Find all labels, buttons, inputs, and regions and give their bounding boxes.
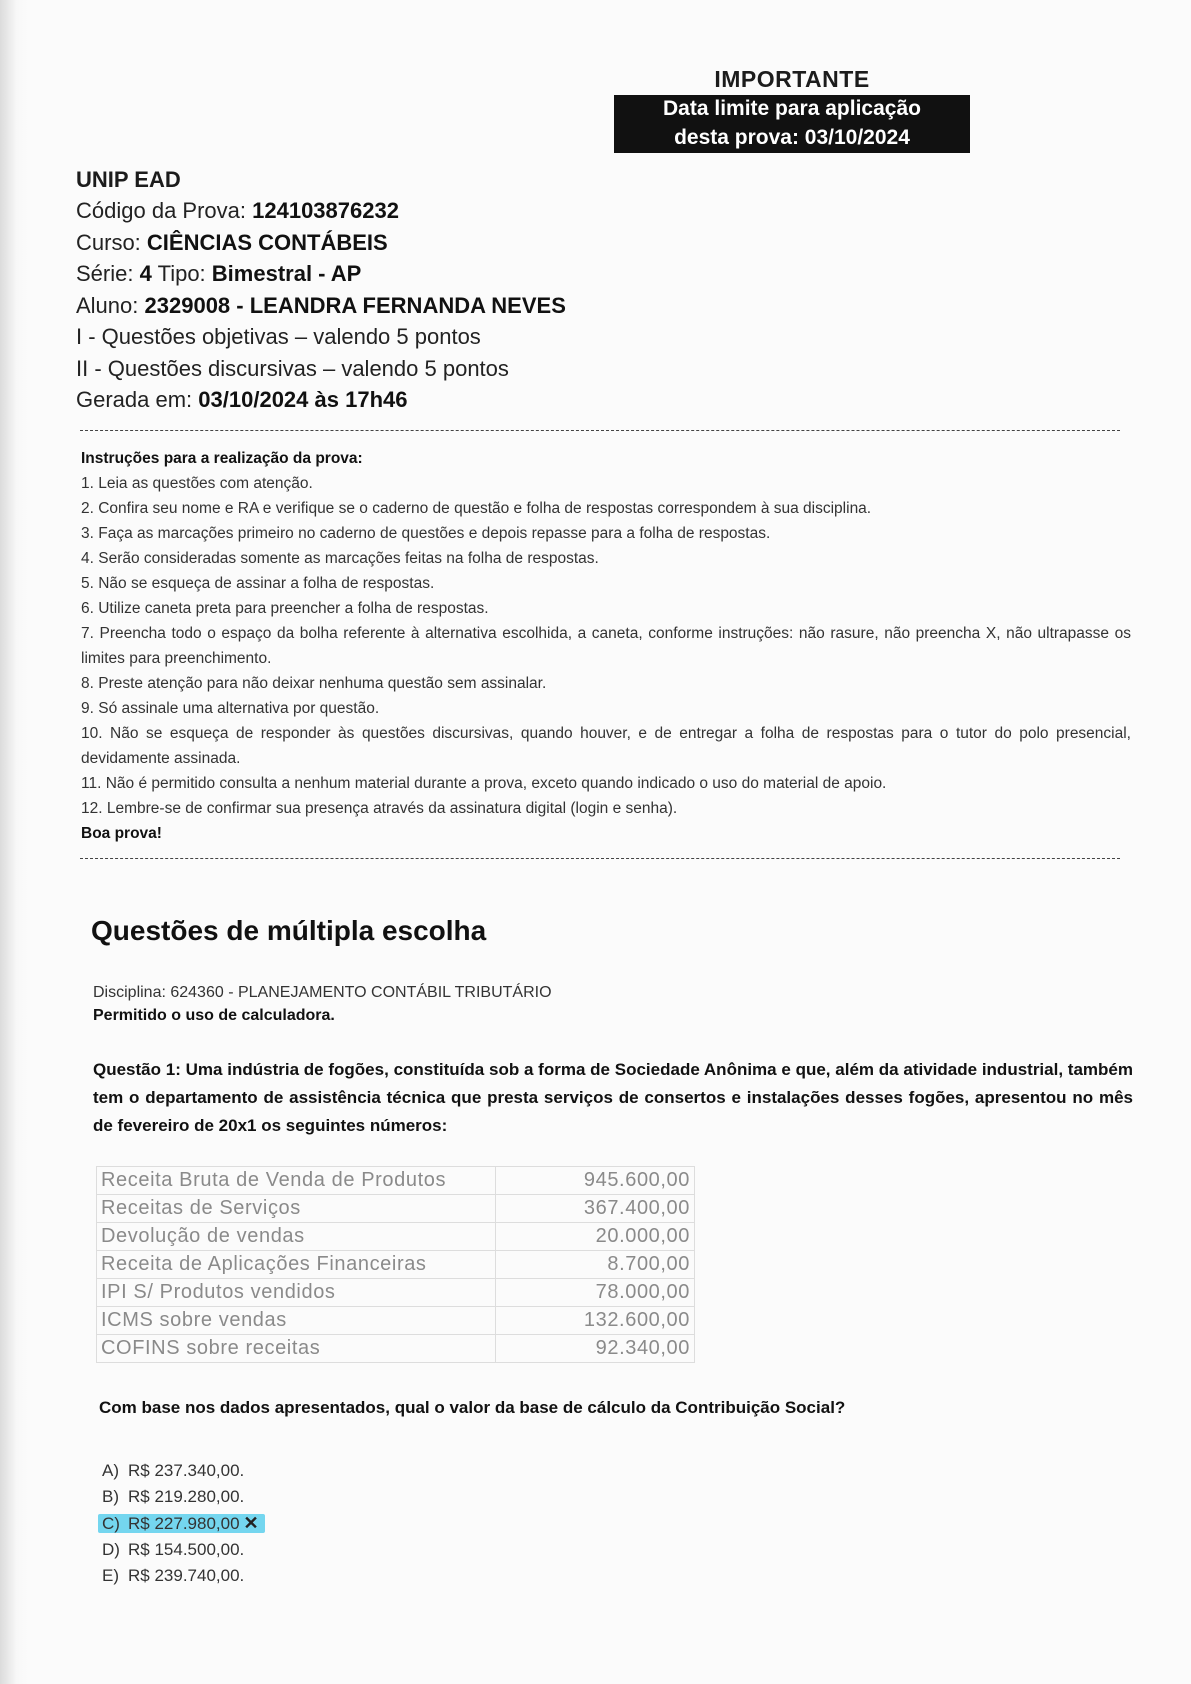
instruction-item: 9. Só assinale uma alternativa por questão. xyxy=(81,700,380,717)
row-value: 8.700,00 xyxy=(496,1251,695,1279)
financial-data-table xyxy=(96,1166,695,1363)
question-text: Questão 1: Uma indústria de fogões, constituída sob a forma de Sociedade Anônima e que, além da atividade industrial, também tem o departamento de assistência técnica que presta serviços de consertos e instalações desses fogões, apresentou no mês de fevereiro de 20x1 os seguintes números: xyxy=(93,1060,1133,1135)
type-label: Tipo: xyxy=(157,261,206,286)
instruction-item: 3. Faça as marcações primeiro no caderno de questões e depois repasse para a folha de respostas. xyxy=(81,525,771,542)
table-row xyxy=(97,1195,695,1223)
answer-option[interactable] xyxy=(102,1510,265,1537)
course-label: Curso: xyxy=(76,229,141,255)
student-label: Aluno: xyxy=(76,292,139,318)
objective-part: I - Questões objetivas – valendo 5 pontos xyxy=(76,324,481,349)
table-row xyxy=(97,1167,695,1195)
notice-line-1: Data limite para aplicação xyxy=(614,95,970,124)
exam-code-row xyxy=(76,195,696,227)
divider xyxy=(80,430,1120,431)
option-text: R$ 239.740,00. xyxy=(128,1566,245,1585)
discursive-part: II - Questões discursivas – valendo 5 pontos xyxy=(76,355,509,381)
instruction-item: 11. Não é permitido consulta a nenhum material durante a prova, exceto quando indicado o uso do material de apoio. xyxy=(81,775,887,792)
instruction-item: 4. Serão consideradas somente as marcações feitas na folha de respostas. xyxy=(81,550,599,567)
option-letter: A) xyxy=(102,1461,119,1480)
notice-line-2: desta prova: 03/10/2024 xyxy=(614,124,970,153)
instruction-item: 2. Confira seu nome e RA e verifique se o caderno de questão e folha de respostas correspondem à sua disciplina. xyxy=(81,500,872,517)
instruction-item: 10. Não se esqueça de responder às questões discursivas, quando houver, e de entregar a folha de respostas para o tutor do polo presencial, devidamente assinada. xyxy=(81,725,1131,767)
row-value: 92.340,00 xyxy=(496,1335,695,1363)
row-label: ICMS sobre vendas xyxy=(97,1307,496,1335)
student-name: 2329008 - LEANDRA FERNANDA NEVES xyxy=(144,292,566,318)
option-letter: B) xyxy=(102,1487,119,1506)
table-row xyxy=(97,1279,695,1307)
instruction-item: 6. Utilize caneta preta para preencher a folha de respostas. xyxy=(81,600,489,617)
answer-option[interactable] xyxy=(102,1484,265,1510)
calculator-note: Permitido o uso de calculadora. xyxy=(93,1007,335,1024)
discipline-info xyxy=(93,982,552,1028)
row-label: Devolução de vendas xyxy=(97,1223,496,1251)
option-text: R$ 154.500,00. xyxy=(128,1540,245,1559)
row-label: Receitas de Serviços xyxy=(97,1195,496,1223)
table-row xyxy=(97,1307,695,1335)
answer-option[interactable] xyxy=(102,1458,265,1484)
exam-code-label: Código da Prova: xyxy=(76,198,246,223)
row-label: COFINS sobre receitas xyxy=(97,1335,496,1363)
row-label: Receita de Aplicações Financeiras xyxy=(97,1251,496,1279)
exam-header xyxy=(76,164,696,416)
option-letter: E) xyxy=(102,1566,119,1585)
instruction-item: 7. Preencha todo o espaço da bolha referente à alternativa escolhida, a caneta, conforme instruções: não rasure, não preencha X, não ultrapasse os limites para preenchimento. xyxy=(81,625,1131,667)
deadline-notice xyxy=(614,66,970,153)
table-row xyxy=(97,1223,695,1251)
option-text: R$ 219.280,00. xyxy=(128,1487,245,1506)
institution-name: UNIP EAD xyxy=(76,167,181,192)
table-row xyxy=(97,1251,695,1279)
type-value: Bimestral - AP xyxy=(211,261,362,286)
question-prompt: Com base nos dados apresentados, qual o valor da base de cálculo da Contribuição Social? xyxy=(99,1398,846,1417)
row-value: 20.000,00 xyxy=(496,1223,695,1251)
generated-row xyxy=(76,384,696,416)
answer-option[interactable] xyxy=(102,1563,265,1589)
row-label: Receita Bruta de Venda de Produtos xyxy=(97,1167,496,1195)
instructions-title: Instruções para a realização da prova: xyxy=(81,450,363,467)
row-label: IPI S/ Produtos vendidos xyxy=(97,1279,496,1307)
option-letter: D) xyxy=(102,1540,120,1559)
series-value: 4 xyxy=(139,261,152,286)
answer-options xyxy=(102,1458,265,1589)
series-row xyxy=(76,258,696,290)
divider xyxy=(80,858,1120,859)
answer-option[interactable] xyxy=(102,1537,265,1563)
option-letter: C) xyxy=(102,1514,120,1533)
generated-date: 03/10/2024 às 17h46 xyxy=(198,387,408,412)
option-text: R$ 237.340,00. xyxy=(128,1461,245,1480)
section-title: Questões de múltipla escolha xyxy=(91,915,487,946)
instruction-item: 8. Preste atenção para não deixar nenhuma questão sem assinalar. xyxy=(81,675,547,692)
instruction-item: 1. Leia as questões com atenção. xyxy=(81,475,313,492)
course-row xyxy=(76,227,696,259)
table-row xyxy=(97,1335,695,1363)
closing-text: Boa prova! xyxy=(81,825,162,842)
row-value: 132.600,00 xyxy=(496,1307,695,1335)
generated-label: Gerada em: xyxy=(76,387,193,412)
course-name: CIÊNCIAS CONTÁBEIS xyxy=(146,229,388,255)
notice-title: IMPORTANTE xyxy=(714,66,870,92)
instruction-item: 5. Não se esqueça de assinar a folha de respostas. xyxy=(81,575,435,592)
row-value: 945.600,00 xyxy=(496,1167,695,1195)
student-row xyxy=(76,290,696,322)
instructions-block xyxy=(81,450,1131,847)
exam-code: 124103876232 xyxy=(252,198,399,223)
option-text: R$ 227.980,00 xyxy=(128,1514,240,1533)
instruction-item: 12. Lembre-se de confirmar sua presença através da assinatura digital (login e senha). xyxy=(81,800,678,817)
row-value: 367.400,00 xyxy=(496,1195,695,1223)
series-label: Série: xyxy=(76,261,134,286)
row-value: 78.000,00 xyxy=(496,1279,695,1307)
handwritten-x-mark-icon: ✕ xyxy=(243,1513,259,1533)
discipline-name: Disciplina: 624360 - PLANEJAMENTO CONTÁBIL TRIBUTÁRIO xyxy=(93,984,552,1001)
